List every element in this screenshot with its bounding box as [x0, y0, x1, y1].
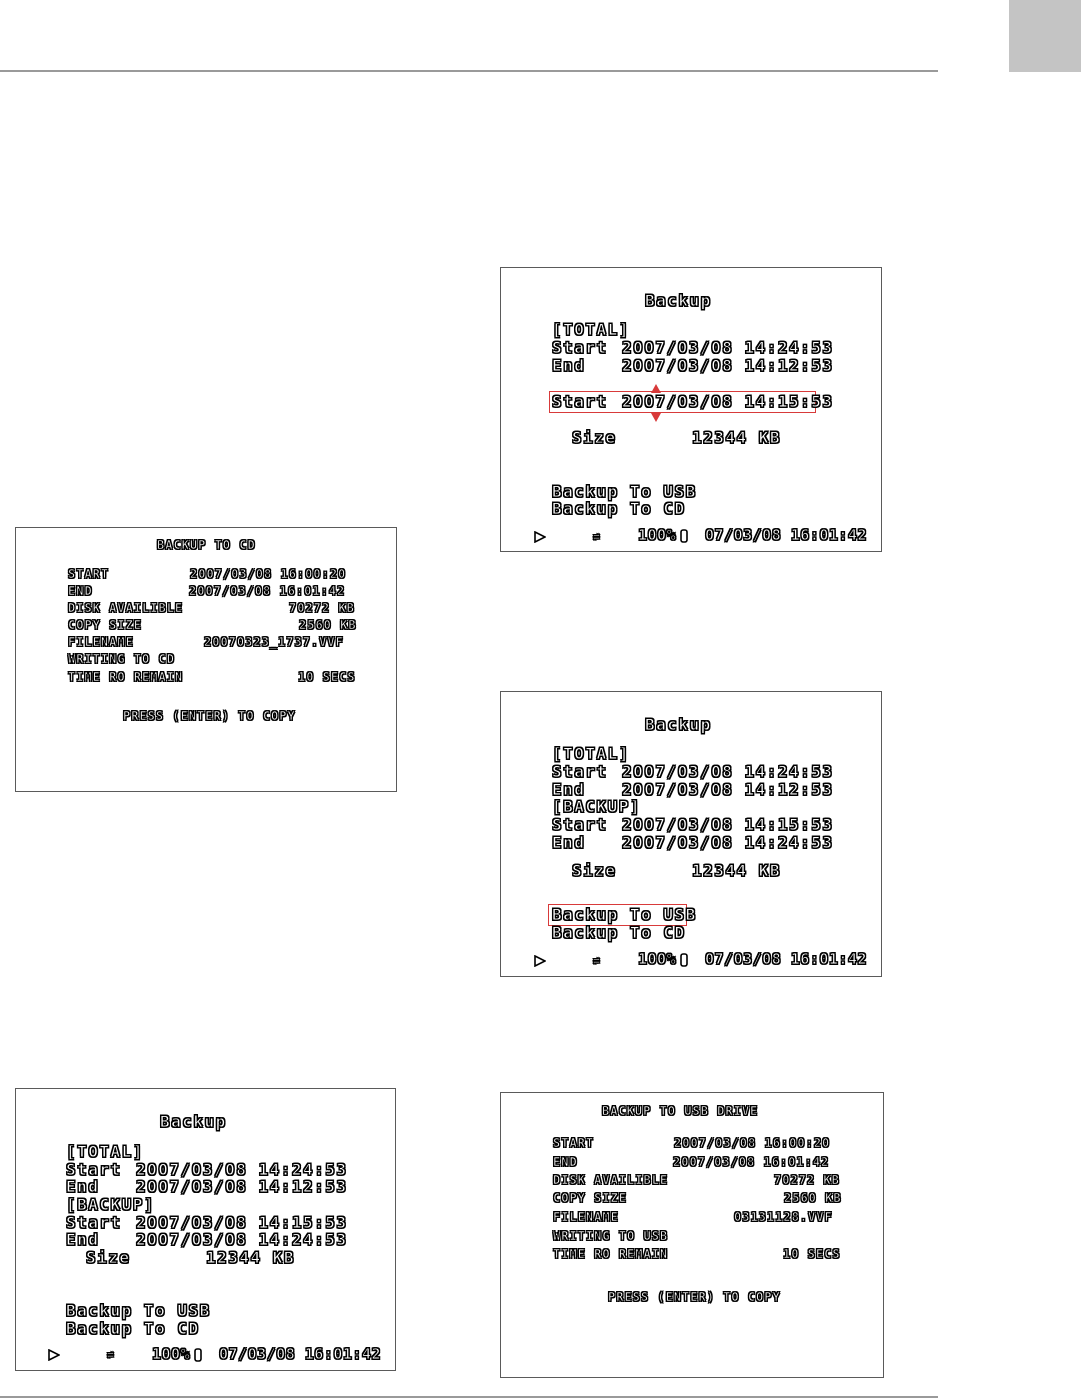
decrement-arrow-icon[interactable] — [651, 413, 661, 422]
play-icon — [534, 955, 546, 967]
total-end-label: End — [552, 356, 586, 375]
screen-title: BACKUP TO USB DRIVE — [602, 1104, 759, 1118]
backup-start-label: Start — [552, 392, 608, 411]
writing-status: WRITING TO USB — [553, 1229, 669, 1243]
total-start-label: Start — [552, 762, 608, 781]
end-value: 2007/03/08 16:01:42 — [673, 1155, 830, 1169]
percent-value: 100% — [152, 1345, 191, 1363]
total-start-label: Start — [66, 1160, 122, 1179]
total-end-label: End — [66, 1177, 100, 1196]
backup-start-value: 2007/03/08 14:15:53 — [622, 815, 834, 834]
total-start-value: 2007/03/08 14:24:53 — [622, 338, 834, 357]
end-value: 2007/03/08 16:01:42 — [189, 584, 346, 598]
play-icon — [534, 531, 546, 543]
disk-icon — [194, 1348, 202, 1362]
size-value: 12344 KB — [206, 1248, 296, 1267]
backup-header: [BACKUP] — [66, 1195, 156, 1214]
backup-to-cd-option[interactable]: Backup To CD — [66, 1319, 200, 1338]
backup-to-usb-option[interactable]: Backup To USB — [66, 1301, 211, 1320]
datetime-value: 07/03/08 16:01:42 — [705, 526, 868, 544]
start-label: START — [68, 567, 110, 581]
press-enter-prompt: PRESS (ENTER) TO COPY — [123, 709, 296, 723]
disk-available-value: 70272 KB — [774, 1173, 840, 1187]
backup-to-cd-option[interactable]: Backup To CD — [552, 499, 686, 518]
link-icon: ⇌ — [107, 1348, 115, 1361]
percent-value: 100% — [638, 526, 677, 544]
screen-title: Backup — [160, 1112, 227, 1131]
total-end-label: End — [552, 780, 586, 799]
disk-available-value: 70272 KB — [289, 601, 355, 615]
start-label: START — [553, 1136, 595, 1150]
backup-to-usb-option[interactable]: Backup To USB — [552, 905, 697, 924]
backup-start-label: Start — [552, 815, 608, 834]
start-value: 2007/03/08 16:00:20 — [674, 1136, 831, 1150]
total-start-value: 2007/03/08 14:24:53 — [622, 762, 834, 781]
screen-title: Backup — [645, 715, 712, 734]
size-label: Size — [572, 861, 617, 880]
total-start-label: Start — [552, 338, 608, 357]
size-label: Size — [572, 428, 617, 447]
size-value: 12344 KB — [692, 428, 782, 447]
backup-screen-summary — [15, 1088, 396, 1371]
backup-to-usb-option[interactable]: Backup To USB — [552, 482, 697, 501]
filename-value: 03131128.VVF — [734, 1210, 833, 1224]
time-remain-label: TIME RO REMAIN — [553, 1247, 669, 1261]
backup-to-usb-drive-screen — [500, 1092, 884, 1378]
footer-rule — [0, 1396, 938, 1398]
total-header: [TOTAL] — [66, 1142, 144, 1161]
copy-size-value: 2560 KB — [299, 618, 357, 632]
backup-header: [BACKUP] — [552, 797, 642, 816]
total-end-value: 2007/03/08 14:12:53 — [136, 1177, 348, 1196]
backup-end-value: 2007/03/08 14:24:53 — [622, 833, 834, 852]
backup-end-label: End — [66, 1230, 100, 1249]
total-end-value: 2007/03/08 14:12:53 — [622, 356, 834, 375]
time-remain-label: TIME RO REMAIN — [68, 670, 184, 684]
start-value: 2007/03/08 16:00:20 — [190, 567, 347, 581]
percent-value: 100% — [638, 950, 677, 968]
backup-start-value: 2007/03/08 14:15:53 — [136, 1213, 348, 1232]
backup-screen-usb-selected — [500, 691, 882, 977]
backup-end-label: End — [552, 833, 586, 852]
link-icon: ⇌ — [593, 530, 601, 543]
total-header: [TOTAL] — [552, 744, 630, 763]
backup-to-cd-screen — [15, 527, 397, 792]
screen-title: BACKUP TO CD — [157, 538, 256, 552]
backup-end-value: 2007/03/08 14:24:53 — [136, 1230, 348, 1249]
size-value: 12344 KB — [692, 861, 782, 880]
filename-label: FILENAME — [68, 635, 134, 649]
total-start-value: 2007/03/08 14:24:53 — [136, 1160, 348, 1179]
total-end-value: 2007/03/08 14:12:53 — [622, 780, 834, 799]
datetime-value: 07/03/08 16:01:42 — [219, 1345, 382, 1363]
copy-size-label: COPY SIZE — [553, 1191, 628, 1205]
backup-start-label: Start — [66, 1213, 122, 1232]
end-label: END — [68, 584, 93, 598]
copy-size-label: COPY SIZE — [68, 618, 143, 632]
header-rule — [0, 70, 938, 72]
total-header: [TOTAL] — [552, 320, 630, 339]
chapter-tab — [1009, 0, 1081, 72]
backup-start-value: 2007/03/08 14:15:53 — [622, 392, 834, 411]
filename-label: FILENAME — [553, 1210, 619, 1224]
disk-icon — [680, 529, 688, 543]
play-icon — [48, 1349, 60, 1361]
time-remain-value: 10 SECS — [298, 670, 356, 684]
disk-available-label: DISK AVAILIBLE — [553, 1173, 669, 1187]
backup-screen-range-select — [500, 267, 882, 552]
writing-status: WRITING TO CD — [68, 652, 175, 666]
screen-title: Backup — [645, 291, 712, 310]
copy-size-value: 2560 KB — [784, 1191, 842, 1205]
disk-icon — [680, 953, 688, 967]
end-label: END — [553, 1155, 578, 1169]
filename-value: 20070323_1737.VVF — [204, 635, 344, 649]
size-label: Size — [86, 1248, 131, 1267]
backup-to-cd-option[interactable]: Backup To CD — [552, 923, 686, 942]
link-icon: ⇌ — [593, 954, 601, 967]
press-enter-prompt: PRESS (ENTER) TO COPY — [608, 1290, 781, 1304]
disk-available-label: DISK AVAILIBLE — [68, 601, 184, 615]
datetime-value: 07/03/08 16:01:42 — [705, 950, 868, 968]
time-remain-value: 10 SECS — [783, 1247, 841, 1261]
